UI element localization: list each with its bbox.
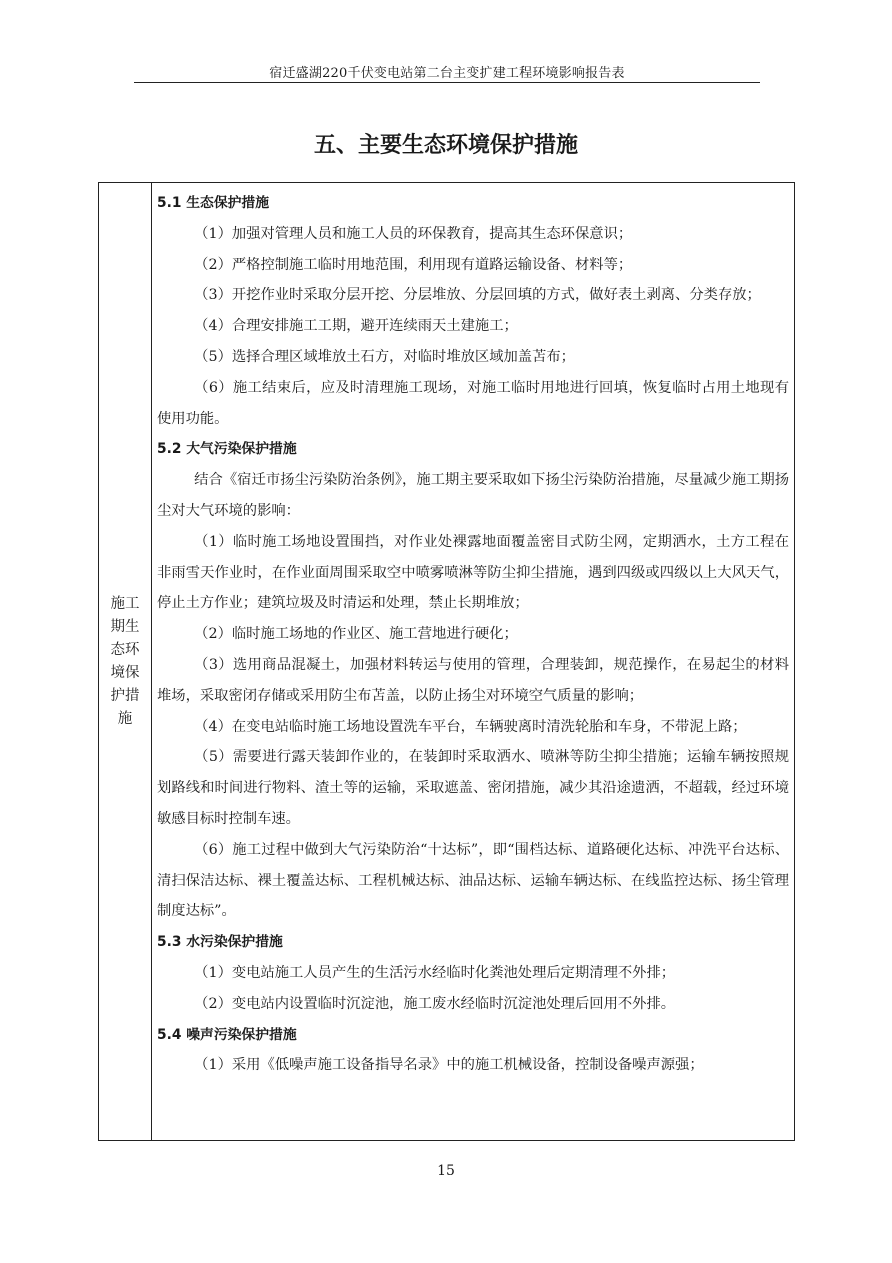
measure-paragraph: （6）施工过程中做到大气污染防治“十达标”，即“围档达标、道路硬化达标、冲洗平台达标、清扫保洁达标、裸土覆盖达标、工程机械达标、油品达标、运输车辆达标、在线监控达标、扬尘管理制度达标”。 — [157, 841, 789, 920]
measures-table — [98, 182, 795, 1141]
measure-paragraph: （2）变电站内设置临时沉淀池，施工废水经临时沉淀池处理后回用不外排。 — [194, 995, 676, 1012]
section-heading: 5.3 水污染保护措施 — [157, 934, 283, 951]
section-heading: 5.1 生态保护措施 — [157, 195, 270, 211]
measure-paragraph: （3）选用商品混凝土，加强材料转运与使用的管理，合理装卸，规范操作，在易起尘的材料堆场，采取密闭存储或采用防尘布苫盖，以防止扬尘对环境空气质量的影响； — [157, 656, 789, 704]
measure-paragraph: （3）开挖作业时采取分层开挖、分层堆放、分层回填的方式，做好表土剥离、分类存放； — [194, 287, 761, 304]
measure-paragraph: （5）选择合理区域堆放土石方，对临时堆放区域加盖苫布； — [194, 348, 575, 365]
measure-paragraph: （4）在变电站临时施工场地设置洗车平台，车辆驶离时清洗轮胎和车身，不带泥上路； — [194, 718, 747, 735]
row-label: 施工期生态环境保护措施 — [110, 595, 140, 727]
measure-paragraph: （5）需要进行露天装卸作业的，在装卸时采取洒水、喷淋等防尘抑尘措施；运输车辆按照规划路线和时间进行物料、渣土等的运输，采取遮盖、密闭措施，减少其沿途遗洒，不超载，经过环境敏感目标时控制车速。 — [157, 749, 789, 827]
measure-paragraph: （1）采用《低噪声施工设备指导名录》中的施工机械设备，控制设备噪声源强； — [194, 1057, 704, 1074]
measure-paragraph: （2）严格控制施工临时用地范围，利用现有道路运输设备、材料等； — [194, 256, 633, 273]
column-divider — [151, 183, 152, 1140]
measure-paragraph: （1）加强对管理人员和施工人员的环保教育，提高其生态环保意识； — [194, 225, 633, 242]
measure-paragraph: 结合《宿迁市扬尘污染防治条例》，施工期主要采取如下扬尘污染防治措施，尽量减少施工期扬尘对大气环境的影响： — [157, 472, 789, 519]
measure-paragraph: （6）施工结束后，应及时清理施工现场，对施工临时用地进行回填，恢复临时占用土地现有使用功能。 — [157, 379, 789, 427]
measure-paragraph: （1）临时施工场地设置围挡，对作业处裸露地面覆盖密目式防尘网，定期洒水，土方工程在非雨雪天作业时，在作业面周围采取空中喷雾喷淋等防尘抑尘措施，遇到四级或四级以上大风天气，停止土方作业；建筑垃圾及时清运和处理，禁止长期堆放； — [157, 533, 789, 612]
measure-paragraph: （4）合理安排施工工期，避开连续雨天土建施工； — [194, 318, 518, 335]
measure-paragraph: （1）变电站施工人员产生的生活污水经临时化粪池处理后定期清理不外排； — [194, 964, 676, 981]
row-label-cell — [99, 183, 151, 1140]
document-header: 宿迁盛湖220千伏变电站第二台主变扩建工程环境影响报告表 — [269, 66, 625, 81]
section-heading: 5.4 噪声污染保护措施 — [157, 1026, 297, 1043]
section-title: 五、主要生态环境保护措施 — [313, 133, 578, 158]
measures-content — [157, 188, 789, 1081]
page-number: 15 — [437, 1163, 455, 1179]
header-divider — [134, 82, 760, 83]
measure-paragraph: （2）临时施工场地的作业区、施工营地进行硬化； — [194, 626, 518, 643]
section-heading: 5.2 大气污染保护措施 — [157, 441, 297, 458]
